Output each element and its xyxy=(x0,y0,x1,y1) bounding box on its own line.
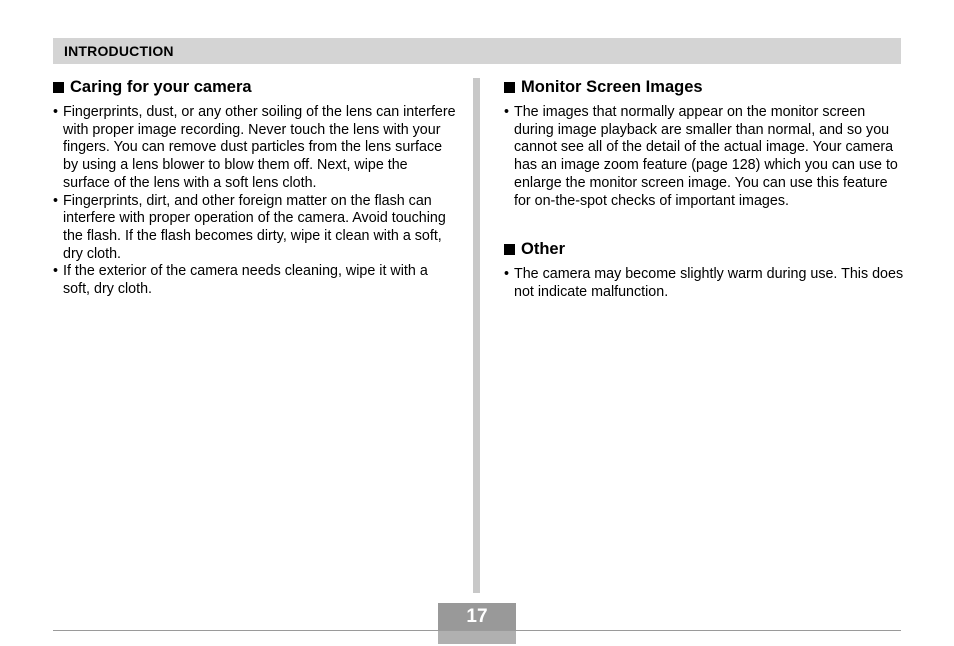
list-item xyxy=(504,266,904,301)
section-title: INTRODUCTION xyxy=(64,43,174,59)
page-number-tab xyxy=(438,631,516,644)
list-item xyxy=(504,104,904,210)
bullet-dot: • xyxy=(504,266,510,283)
square-bullet-icon xyxy=(504,244,515,255)
list-item-text: The camera may become slightly warm during use. This does not indicate malfunction. xyxy=(514,266,904,300)
section-heading-monitor xyxy=(504,78,904,97)
section-heading-caring xyxy=(53,78,457,97)
square-bullet-icon xyxy=(53,82,64,93)
section-heading-text: Caring for your camera xyxy=(70,78,252,96)
page-number-box xyxy=(438,603,516,644)
bullet-dot: • xyxy=(53,263,59,280)
bullet-dot: • xyxy=(504,104,510,120)
list-item-text: Fingerprints, dirt, and other foreign matter on the flash can interfere with proper operation of the camera. Avoid touching the flash. If the flash becomes dirty, wipe it clean with a soft, dry cloth. xyxy=(63,192,446,262)
left-column xyxy=(53,78,457,299)
right-column xyxy=(504,78,904,302)
section-heading-text: Other xyxy=(521,240,566,259)
bullet-dot: • xyxy=(53,104,59,120)
column-divider xyxy=(473,78,480,593)
list-item-text: If the exterior of the camera needs cleaning, wipe it with a soft, dry cloth. xyxy=(63,263,428,298)
bullet-list xyxy=(504,104,904,210)
list-item xyxy=(53,263,457,298)
bullet-list xyxy=(504,266,904,301)
bullet-dot: • xyxy=(53,192,59,209)
list-item-text: The images that normally appear on the monitor screen during image playback are smaller than normal, and so you cannot see all of the detail of the actual image. Your camera has an image zoom feature (page 128) which you can use to enlarge the monitor screen image. You can use this feature for on-the-spot checks of important images. xyxy=(514,104,898,209)
section-heading-other xyxy=(504,240,904,259)
list-item xyxy=(53,193,457,264)
page-number: 17 xyxy=(438,603,516,630)
square-bullet-icon xyxy=(504,82,515,93)
section-heading-text: Monitor Screen Images xyxy=(521,78,703,96)
bullet-list xyxy=(53,104,457,299)
list-item xyxy=(53,104,457,193)
section-header-bar xyxy=(53,38,901,64)
list-item-text: Fingerprints, dust, or any other soiling of the lens can interfere with proper image recording. Never touch the lens with your fingers. You can remove dust particles from the lens surface by using a lens blower to blow them off. Next, wipe the surface of the lens with a soft lens cloth. xyxy=(63,104,456,191)
